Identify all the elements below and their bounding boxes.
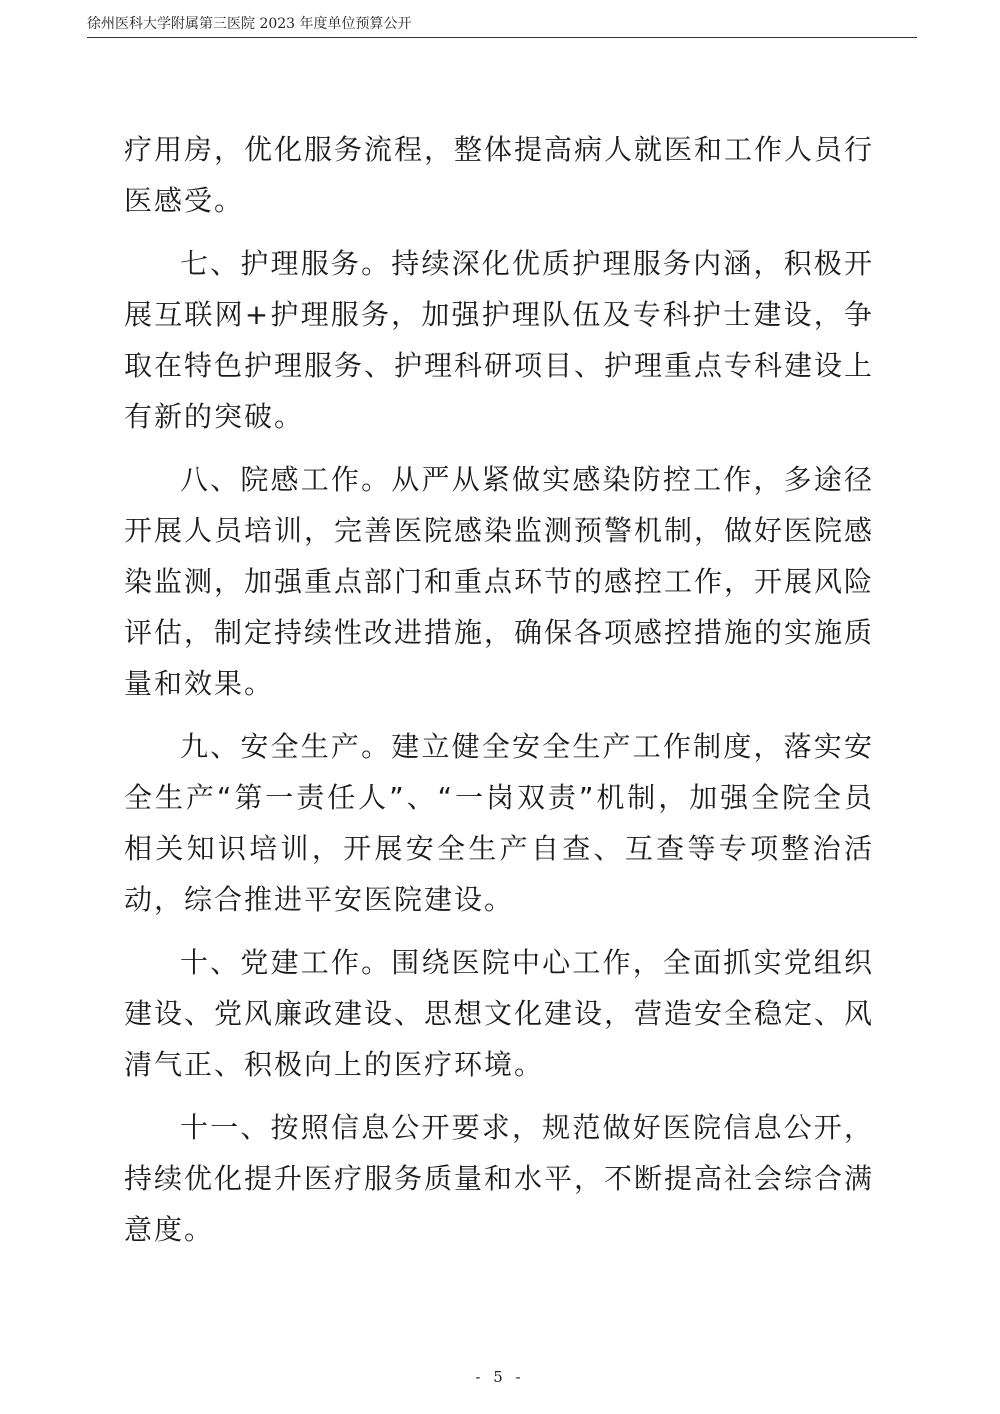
page-number: - 5 - [475, 1368, 525, 1386]
paragraph-party-building: 十、党建工作。围绕医院中心工作，全面抓实党组织建设、党风廉政建设、思想文化建设，营造安全稳定、风清气正、积极向上的医疗环境。 [124, 946, 875, 1081]
paragraph-continuation: 疗用房，优化服务流程，整体提高病人就医和工作人员行医感受。 [124, 133, 875, 217]
paragraph-information-disclosure: 十一、按照信息公开要求，规范做好医院信息公开，持续优化提升医疗服务质量和水平，不断提高社会综合满意度。 [124, 1111, 875, 1246]
document-body [124, 124, 874, 1255]
paragraph-nursing-service: 七、护理服务。持续深化优质护理服务内涵，积极开展互联网+护理服务，加强护理队伍及专科护士建设，争取在特色护理服务、护理科研项目、护理重点专科建设上有新的突破。 [124, 247, 875, 433]
paragraph-safety-production: 九、安全生产。建立健全安全生产工作制度，落实安全生产“第一责任人”、“一岗双责”机制，加强全院全员相关知识培训，开展安全生产自查、互查等专项整治活动，综合推进平安医院建设。 [124, 730, 874, 916]
header-title: 徐州医科大学附属第三医院 2023 年度单位预算公开 [87, 16, 412, 32]
page-header [87, 13, 917, 38]
paragraph-infection-control: 八、院感工作。从严从紧做实感染防控工作，多途径开展人员培训，完善医院感染监测预警机制，做好医院感染监测，加强重点部门和重点环节的感控工作，开展风险评估，制定持续性改进措施，确保各项感控措施的实施质量和效果。 [124, 463, 875, 700]
